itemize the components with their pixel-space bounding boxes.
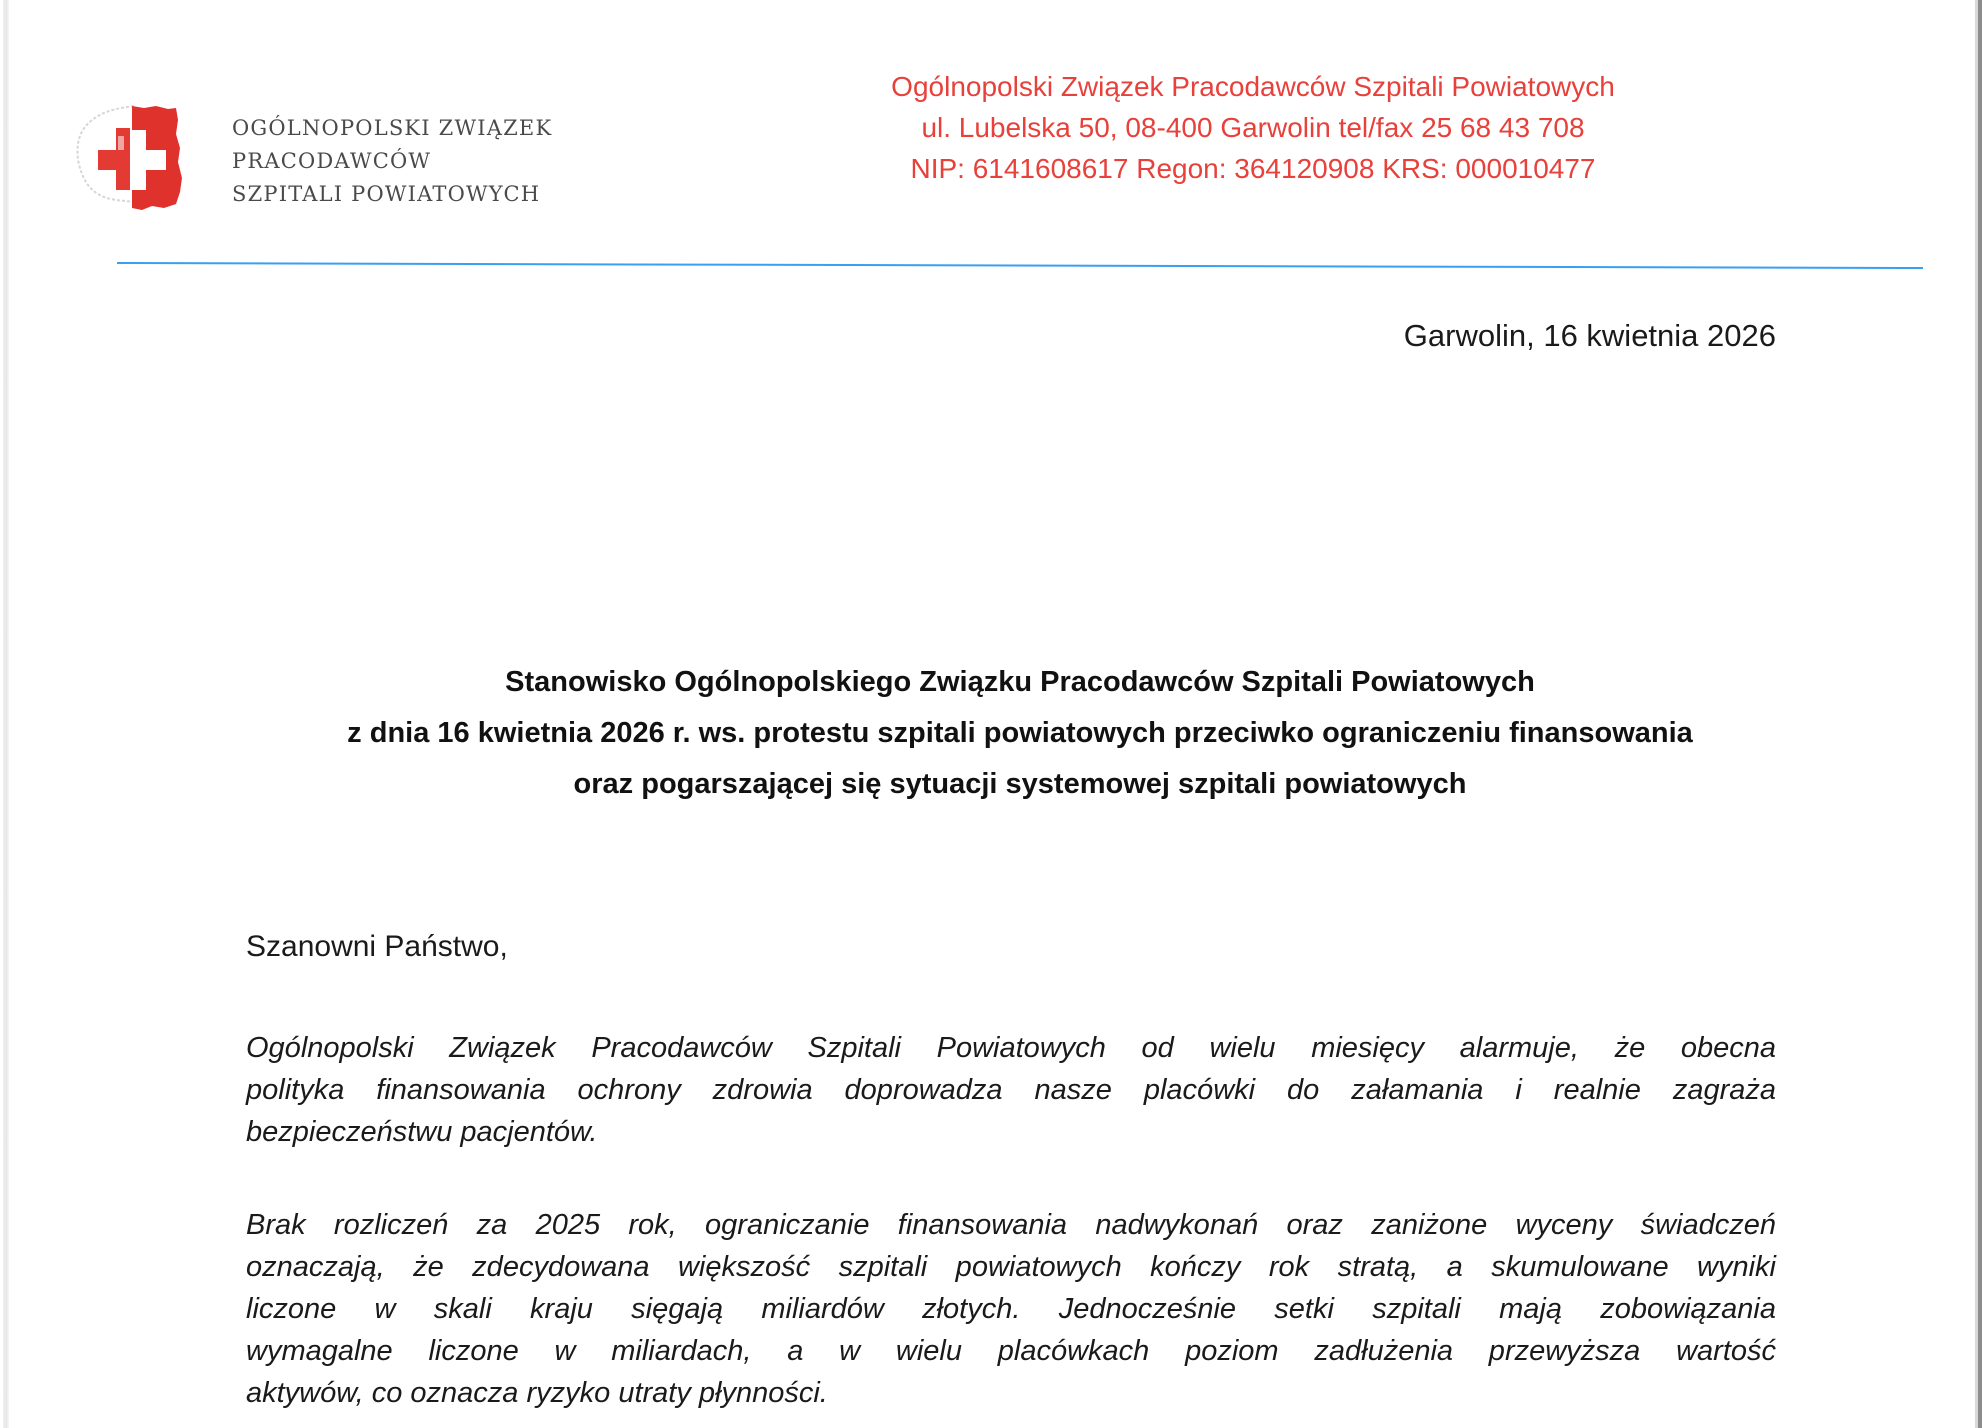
organization-address: ul. Lubelska 50, 08-400 Garwolin tel/fax 25 68 43 708 xyxy=(921,112,1585,143)
organization-registry-ids: NIP: 6141608617 Regon: 364120908 KRS: 000010477 xyxy=(910,153,1596,184)
title-line: Stanowisko Ogólnopolskiego Związku Pracodawców Szpitali Powiatowych xyxy=(505,666,1535,698)
paragraph-line: polityka finansowania ochrony zdrowia doprowadza nasze placówki do załamania i realnie zagraża xyxy=(246,1074,1776,1106)
logo-wordmark xyxy=(232,112,552,211)
paragraph-line: wymagalne liczone w miliardach, a w wielu placówkach poziom zadłużenia przewyższa wartość xyxy=(246,1335,1776,1367)
poland-map-cross-logo-icon xyxy=(72,100,197,215)
scan-edge-right xyxy=(1978,0,1982,1428)
paragraph-line: Brak rozliczeń za 2025 rok, ograniczanie finansowania nadwykonań oraz zaniżone wyceny świadczeń xyxy=(246,1209,1776,1241)
paragraph-line: Ogólnopolski Związek Pracodawców Szpitali Powiatowych od wielu miesięcy alarmuje, że obecna xyxy=(246,1032,1776,1064)
paragraph-line: liczone w skali kraju sięgają miliardów złotych. Jednocześnie setki szpitali mają zobowiązania xyxy=(246,1293,1776,1325)
title-line: z dnia 16 kwietnia 2026 r. ws. protestu szpitali powiatowych przeciwko ograniczeniu finansowania xyxy=(347,717,1693,749)
body-paragraph xyxy=(246,1027,1776,1153)
logo-text-line: OGÓLNOPOLSKI ZWIĄZEK xyxy=(232,116,553,140)
paragraph-line: aktywów, co oznacza ryzyko utraty płynności. xyxy=(246,1377,828,1409)
title-line: oraz pogarszającej się sytuacji systemowej szpitali powiatowych xyxy=(573,768,1467,800)
paragraph-line: bezpieczeństwu pacjentów. xyxy=(246,1116,598,1148)
organization-letterhead xyxy=(820,66,1686,189)
organization-name: Ogólnopolski Związek Pracodawców Szpitali Powiatowych xyxy=(891,71,1615,102)
paragraph-line: oznaczają, że zdecydowana większość szpitali powiatowych kończy rok stratą, a skumulowane wyniki xyxy=(246,1251,1776,1283)
header-divider xyxy=(117,262,1923,269)
logo-text-line: SZPITALI POWIATOWYCH xyxy=(232,182,541,206)
body-paragraph xyxy=(246,1204,1776,1414)
place-and-date: Garwolin, 16 kwietnia 2026 xyxy=(1403,318,1776,353)
scan-edge-left xyxy=(3,0,9,1428)
logo-text-line: PRACODAWCÓW xyxy=(232,149,432,173)
document-title xyxy=(200,657,1840,810)
salutation: Szanowni Państwo, xyxy=(246,930,508,963)
